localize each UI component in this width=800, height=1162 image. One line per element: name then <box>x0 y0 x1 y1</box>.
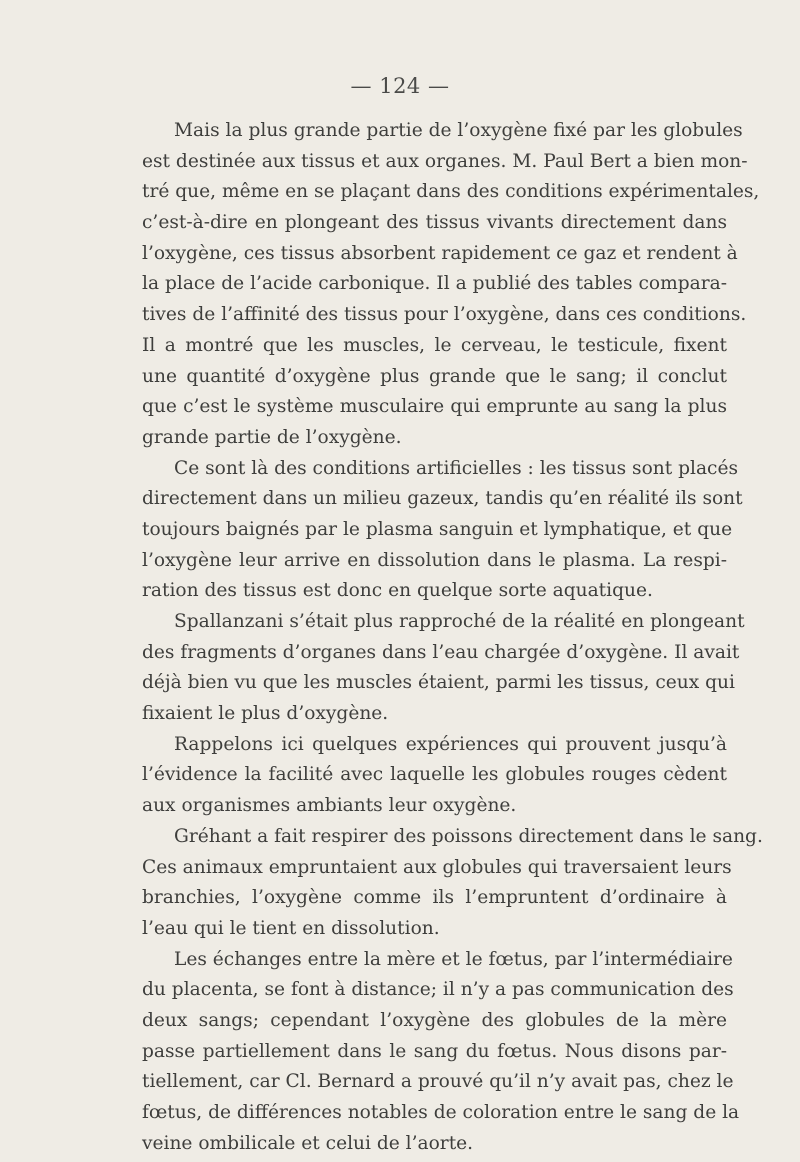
text-line: une quantité d’oxygène plus grande que le sang; il conclut <box>142 365 727 387</box>
text-line: que c’est le système musculaire qui emprunte au sang la plus <box>142 396 727 418</box>
text-line: tives de l’affinité des tissus pour l’oxygène, dans ces conditions. <box>142 304 747 326</box>
text-line: du placenta, se font à distance; il n’y a pas communication des <box>142 979 734 1001</box>
text-line: ration des tissus est donc en quelque sorte aquatique. <box>142 580 653 602</box>
paragraph <box>142 607 745 730</box>
text-line: branchies, l’oxygène comme ils l’empruntent d’ordinaire à <box>142 887 727 909</box>
body-text <box>142 116 763 1159</box>
text-line: c’est-à-dire en plongeant des tissus vivants directement dans <box>142 212 727 234</box>
page-number: — 124 — <box>350 74 450 98</box>
text-line: deux sangs; cependant l’oxygène des globules de la mère <box>142 1009 727 1031</box>
text-line: tré que, même en se plaçant dans des conditions expérimentales, <box>142 181 760 203</box>
text-line: fixaient le plus d’oxygène. <box>142 703 389 725</box>
text-line: la place de l’acide carbonique. Il a publié des tables compara- <box>142 273 727 295</box>
text-line: Ce sont là des conditions artificielles : les tissus sont placés <box>174 457 739 479</box>
text-line: Il a montré que les muscles, le cerveau, le testicule, fixent <box>142 334 727 356</box>
text-line: passe partiellement dans le sang du fœtus. Nous disons par- <box>142 1040 727 1062</box>
text-line: est destinée aux tissus et aux organes. M. Paul Bert a bien mon- <box>142 150 748 172</box>
text-line: Mais la plus grande partie de l’oxygène fixé par les globules <box>174 120 743 141</box>
text-line: Gréhant a fait respirer des poissons directement dans le sang. <box>174 825 763 847</box>
text-line: aux organismes ambiants leur oxygène. <box>142 795 517 817</box>
text-line: l’oxygène leur arrive en dissolution dans le plasma. La respi- <box>142 549 727 571</box>
text-line: l’évidence la facilité avec laquelle les globules rouges cèdent <box>142 764 727 786</box>
text-line: directement dans un milieu gazeux, tandis qu’en réalité ils sont <box>142 488 743 510</box>
text-line: toujours baignés par le plasma sanguin et lymphatique, et que <box>142 518 733 540</box>
text-line: déjà bien vu que les muscles étaient, parmi les tissus, ceux qui <box>142 672 735 694</box>
text-line: tiellement, car Cl. Bernard a prouvé qu’il n’y avait pas, chez le <box>142 1071 734 1093</box>
text-line: l’eau qui le tient en dissolution. <box>142 917 440 939</box>
text-line: Spallanzani s’était plus rapproché de la réalité en plongeant <box>174 611 745 632</box>
paragraph <box>142 730 727 822</box>
text-line: Rappelons ici quelques expériences qui prouvent jusqu’à <box>174 733 727 755</box>
paragraph <box>142 454 743 607</box>
text-line: des fragments d’organes dans l’eau chargée d’oxygène. Il avait <box>142 641 740 663</box>
text-line: Ces animaux empruntaient aux globules qui traversaient leurs <box>142 856 732 878</box>
paragraph <box>142 116 760 454</box>
text-line: l’oxygène, ces tissus absorbent rapidement ce gaz et rendent à <box>142 242 738 264</box>
text-line: Les échanges entre la mère et le fœtus, par l’intermédiaire <box>174 948 733 970</box>
paragraph <box>142 945 740 1160</box>
paragraph <box>142 822 763 945</box>
text-line: grande partie de l’oxygène. <box>142 426 402 448</box>
text-line: veine ombilicale et celui de l’aorte. <box>142 1132 474 1154</box>
text-line: fœtus, de différences notables de coloration entre le sang de la <box>142 1102 740 1123</box>
